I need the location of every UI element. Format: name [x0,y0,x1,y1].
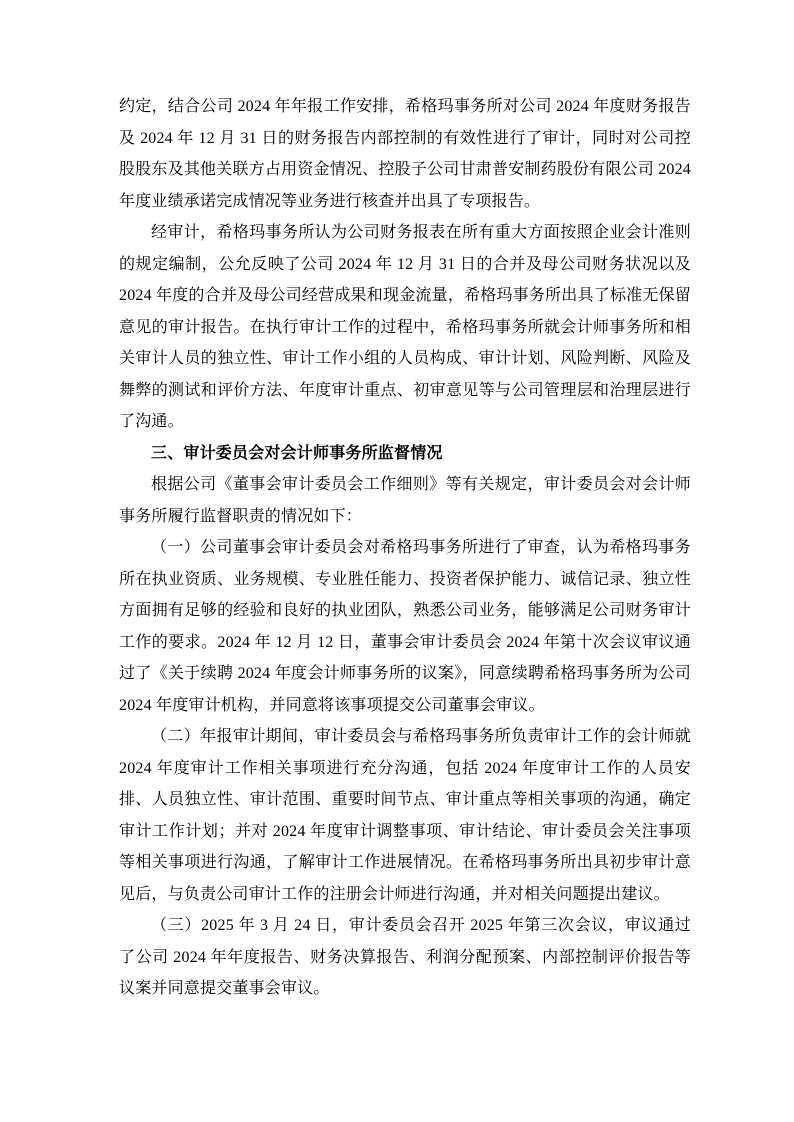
paragraph-supervision-intro: 根据公司《董事会审计委员会工作细则》等有关规定，审计委员会对会计师事务所履行监督职责的情况如下： [119,476,691,525]
paragraph-item-3-meeting: （三）2025 年 3 月 24 日，审计委员会召开 2025 年第三次会议，审议通过了公司 2024 年年度报告、财务决算报告、利润分配预案、内部控制评价报告等议案并同意提交董事会审议。 [119,917,691,997]
paragraph-continued-from-previous-page: 约定，结合公司 2024 年年报工作安排，希格玛事务所对公司 2024 年度财务报告及 2024 年 12 月 31 日的财务报告内部控制的有效性进行了审计，同时对公司控股股东及其他关联方占用资金情况、控股子公司甘肃普安制药股份有限公司 2024 年度业绩承诺完成情况等业务进行核查并出具了专项报告。 [119,98,691,210]
section-heading-supervision: 三、审计委员会对会计师事务所监督情况 [151,444,443,462]
paragraph-audit-result: 经审计，希格玛事务所认为公司财务报表在所有重大方面按照企业会计准则的规定编制，公允反映了公司 2024 年 12 月 31 日的合并及母公司财务状况以及 2024 年度的合并及母公司经营成果和现金流量，希格玛事务所出具了标准无保留意见的审计报告。在执行审计工作的过程中，希格玛事务所就会计师事务所和相关审计人员的独立性、审计工作小组的人员构成、审计计划、风险判断、风险及舞弊的测试和评价方法、年度审计重点、初审意见等与公司管理层和治理层进行了沟通。 [119,224,691,430]
document-text-area [119,91,691,1005]
paragraph-item-2-communication: （二）年报审计期间，审计委员会与希格玛事务所负责审计工作的会计师就 2024 年度审计工作相关事项进行充分沟通，包括 2024 年度审计工作的人员安排、人员独立性、审计范围、重要时间节点、审计重点等相关事项的沟通，确定审计工作计划；并对 2024 年度审计调整事项、审计结论、审计委员会关注事项等相关事项进行沟通，了解审计工作进展情况。在希格玛事务所出具初步审计意见后，与负责公司审计工作的注册会计师进行沟通，并对相关问题提出建议。 [119,728,691,903]
paragraph-item-1-review: （一）公司董事会审计委员会对希格玛事务所进行了审查，认为希格玛事务所在执业资质、业务规模、专业胜任能力、投资者保护能力、诚信记录、独立性方面拥有足够的经验和良好的执业团队，熟悉公司业务，能够满足公司财务审计工作的要求。2024 年 12 月 12 日，董事会审计委员会 2024 年第十次会议审议通过了《关于续聘 2024 年度会计师事务所的议案》，同意续聘希格玛事务所为公司 2024 年度审计机构，并同意将该事项提交公司董事会审议。 [119,539,691,714]
